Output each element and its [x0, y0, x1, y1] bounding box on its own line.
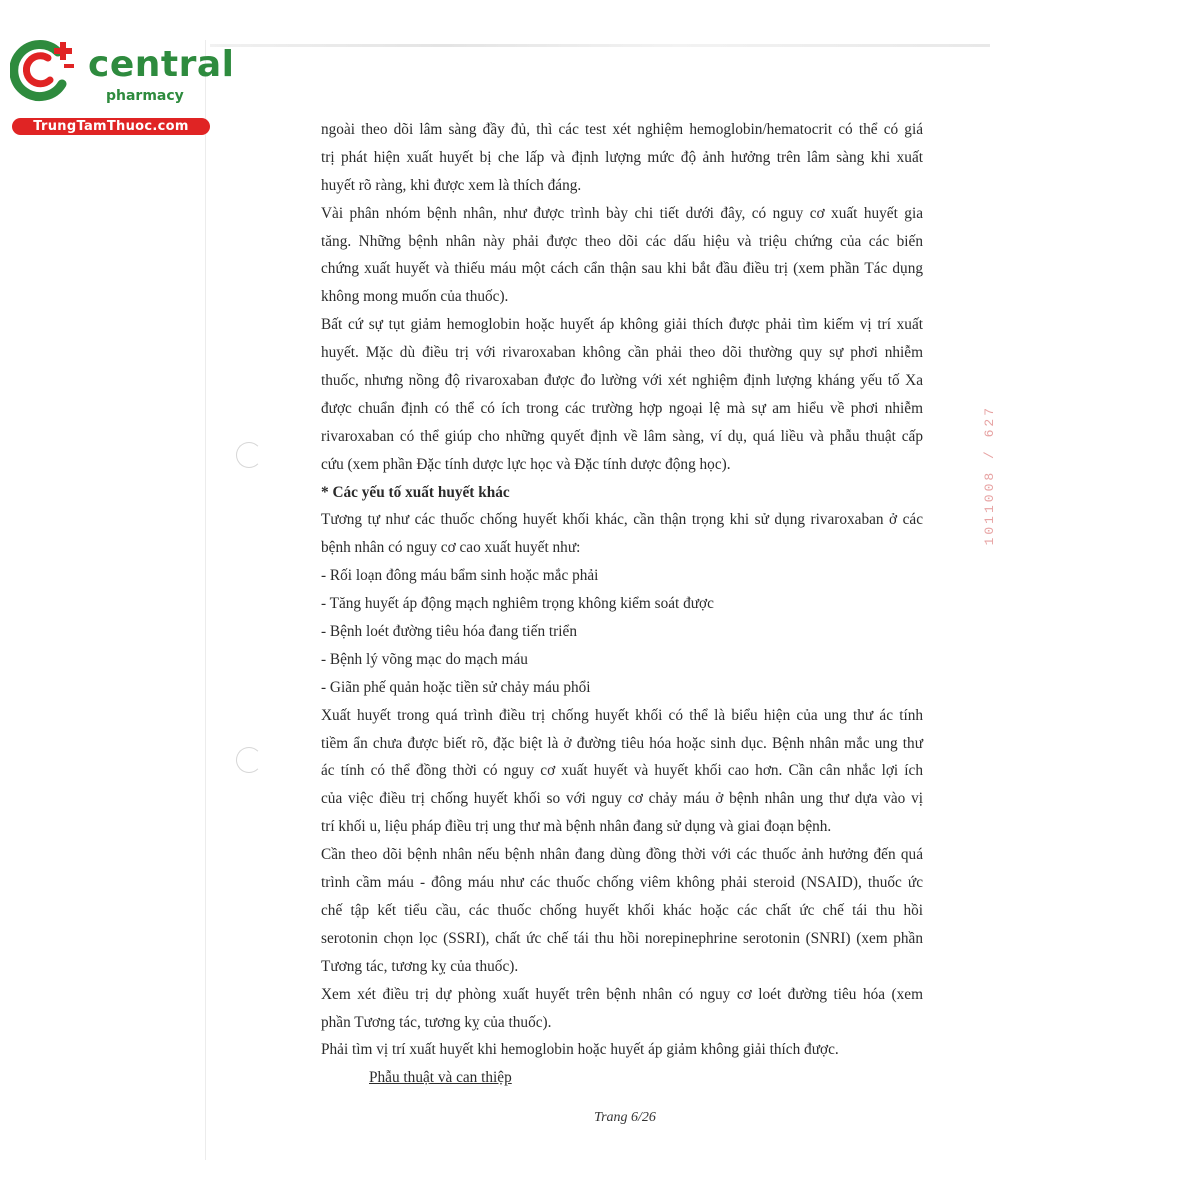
- text-line: chế tập kết tiểu cầu, các thuốc chống huyết khối khác hoặc các chất ức chế tái thu hồi: [321, 901, 923, 919]
- text-line: - Rối loạn đông máu bẩm sinh hoặc mắc phải: [321, 567, 599, 585]
- scan-edge: [210, 44, 990, 47]
- text-line: Xuất huyết trong quá trình điều trị chống huyết khối có thể là biểu hiện của ung thư ác tính: [321, 706, 923, 724]
- text-line: tiềm ẩn chưa được biết rõ, đặc biệt là ở đường tiêu hóa hoặc sinh dục. Bệnh nhân mắc ung thư: [321, 734, 923, 752]
- text-line: huyết. Mặc dù điều trị với rivaroxaban không cần phải theo dõi thường quy sự phơi nhiễm: [321, 344, 923, 362]
- text-line: Vài phân nhóm bệnh nhân, như được trình bày chi tiết dưới đây, có nguy cơ xuất huyết gia: [321, 204, 923, 222]
- text-line: phần Tương tác, tương kỵ của thuốc).: [321, 1013, 552, 1031]
- text-line: Cần theo dõi bệnh nhân nếu bệnh nhân đang dùng đồng thời với các thuốc ảnh hưởng đến quá: [321, 846, 923, 864]
- text-line: trí khối u, liệu pháp điều trị ung thư mà bệnh nhân đang sử dụng và giai đoạn bệnh.: [321, 818, 832, 836]
- text-line: chứng xuất huyết và thiếu máu một cách cẩn thận sau khi bắt đầu điều trị (xem phần Tác dụng: [321, 260, 923, 278]
- pharmacy-logo-icon: [10, 38, 80, 102]
- text-line: trình cầm máu - đông máu như các thuốc chống viêm không phải steroid (NSAID), thuốc ức: [321, 874, 923, 892]
- text-line: Bất cứ sự tụt giảm hemoglobin hoặc huyết áp không giải thích được phải tìm kiếm vị trí xuất: [321, 316, 923, 334]
- text-line: không mong muốn của thuốc).: [321, 288, 509, 306]
- central-pharmacy-logo: [10, 38, 235, 136]
- subsection-heading: Phẫu thuật và can thiệp: [369, 1069, 512, 1087]
- document-body: [321, 116, 923, 1092]
- logo-banner: TrungTamThuoc.com: [12, 118, 210, 135]
- section-heading: * Các yếu tố xuất huyết khác: [321, 483, 510, 501]
- text-line: Tương tự như các thuốc chống huyết khối khác, cần thận trọng khi sử dụng rivaroxaban ở các: [321, 511, 923, 529]
- text-line: - Tăng huyết áp động mạch nghiêm trọng không kiểm soát được: [321, 595, 714, 613]
- text-line: ác tính có thể đồng thời có nguy cơ xuất huyết và huyết khối cao hơn. Cần cân nhắc lợi ích: [321, 762, 923, 780]
- text-line: serotonin chọn lọc (SSRI), chất ức chế tái thu hồi norepinephrine serotonin (SNRI) (xem phần: [321, 929, 923, 947]
- text-line: của việc điều trị chống huyết khối so với nguy cơ chảy máu ở bệnh nhân ung thư dựa vào vị: [321, 790, 923, 808]
- page-number: Trang 6/26: [594, 1110, 656, 1125]
- text-line: rivaroxaban có thể giúp cho những quyết định về lâm sàng, ví dụ, quá liều và phẫu thuật cấp: [321, 427, 923, 445]
- logo-subtitle: pharmacy: [106, 88, 184, 104]
- text-line: được chuẩn định có thể có ích trong các trường hợp ngoại lệ mà sự am hiểu về phơi nhiễm: [321, 399, 923, 417]
- stamp-text: 1011008 / 627: [982, 405, 997, 546]
- text-line: tăng. Những bệnh nhân này phải được theo dõi các dấu hiệu và triệu chứng của các biến: [321, 232, 923, 250]
- text-line: ngoài theo dõi lâm sàng đầy đủ, thì các test xét nghiệm hemoglobin/hematocrit có thể có giá: [321, 121, 923, 138]
- text-line: - Bệnh lý võng mạc do mạch máu: [321, 650, 528, 668]
- text-line: - Giãn phế quản hoặc tiền sử chảy máu phổi: [321, 678, 591, 696]
- text-line: trị phát hiện xuất huyết bị che lấp và định lượng mức độ ảnh hưởng trên lâm sàng khi xuất: [321, 148, 923, 166]
- text-line: Xem xét điều trị dự phòng xuất huyết trên bệnh nhân có nguy cơ loét đường tiêu hóa (xem: [321, 985, 923, 1003]
- text-line: cứu (xem phần Đặc tính dược lực học và Đặc tính dược động học).: [321, 455, 731, 473]
- text-line: - Bệnh loét đường tiêu hóa đang tiến triển: [321, 623, 577, 641]
- logo-name: central: [88, 44, 235, 85]
- punch-hole-bottom: [236, 747, 262, 773]
- text-line: Phải tìm vị trí xuất huyết khi hemoglobin hoặc huyết áp giảm không giải thích được.: [321, 1041, 839, 1059]
- text-line: huyết rõ ràng, khi được xem là thích đáng.: [321, 176, 582, 194]
- punch-hole-top: [236, 442, 262, 468]
- text-line: thuốc, nhưng nồng độ rivaroxaban được đo lường với xét nghiệm định lượng kháng yếu tố Xa: [321, 372, 923, 390]
- text-line: Tương tác, tương kỵ của thuốc).: [321, 957, 519, 975]
- text-line: bệnh nhân có nguy cơ cao xuất huyết như:: [321, 539, 581, 557]
